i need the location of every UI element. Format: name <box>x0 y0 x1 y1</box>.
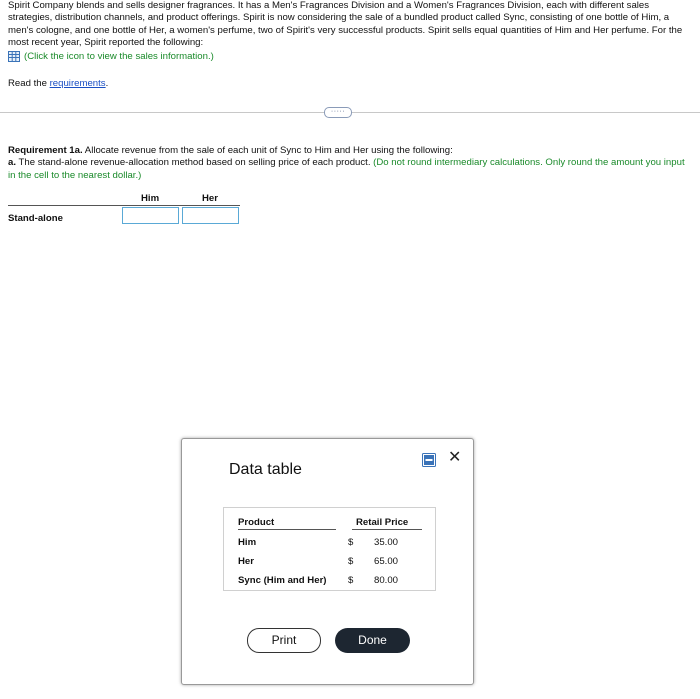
print-button[interactable]: Print <box>247 628 321 653</box>
row-product-sync: Sync (Him and Her) <box>238 575 327 586</box>
col-header-product: Product <box>238 517 275 528</box>
answer-table-header-rule <box>8 205 240 206</box>
part-label: a. <box>8 157 17 169</box>
part-text: The stand-alone revenue-allocation method based on selling price of each product. <box>16 157 374 169</box>
row-product-him: Him <box>238 537 257 548</box>
problem-intro <box>8 0 692 49</box>
price-header-rule <box>352 529 422 530</box>
read-prefix: Read the <box>8 78 50 89</box>
requirements-link[interactable]: requirements <box>49 78 106 89</box>
rounding-note: (Do not round intermediary calculations. Only round the amount you input in the cell to the nearest dollar.) <box>8 157 685 181</box>
sales-info-link-text[interactable]: (Click the icon to view the sales information.) <box>24 51 214 62</box>
retail-price-table <box>223 507 436 591</box>
him-stand-alone-input[interactable] <box>122 207 179 224</box>
row-label-stand-alone: Stand-alone <box>8 213 63 224</box>
close-icon[interactable]: ✕ <box>448 449 462 466</box>
her-stand-alone-input[interactable] <box>182 207 239 224</box>
expand-more-button[interactable]: ····· <box>324 107 352 118</box>
row-currency-sync: $ <box>348 575 354 586</box>
data-table-dialog <box>181 438 474 685</box>
row-product-her: Her <box>238 556 254 567</box>
row-price-her: 65.00 <box>374 556 399 567</box>
col-header-retail-price: Retail Price <box>356 517 409 528</box>
col-header-him: Him <box>141 193 160 204</box>
row-currency-him: $ <box>348 537 354 548</box>
done-button[interactable]: Done <box>335 628 410 653</box>
requirement-block <box>8 145 692 182</box>
sales-info-link[interactable] <box>8 51 214 62</box>
data-table-icon[interactable] <box>8 51 20 62</box>
row-price-him: 35.00 <box>374 537 399 548</box>
dialog-title: Data table <box>229 461 302 478</box>
row-price-sync: 80.00 <box>374 575 399 586</box>
requirement-title-rest: Allocate revenue from the sale of each unit of Sync to Him and Her using the following: <box>82 145 453 156</box>
read-requirements <box>8 78 108 89</box>
requirement-title: Requirement 1a. <box>8 145 83 156</box>
intro-paragraph: Spirit Company blends and sells designer fragrances. It has a Men's Fragrances Division and a Women's Fragrances Division, each with different sales strategies, distribution channels, and product offerings. Spirit is now considering the sale of a bundled product called Sync, consisting of one bottle of Him, a men's cologne, and one bottle of Her, a women's perfume, two of Spirit's very successful products. Spirit sells equal quantities of Him and Her perfume. For the most recent year, Spirit reported the following: <box>8 0 683 48</box>
row-currency-her: $ <box>348 556 354 567</box>
minimize-icon[interactable] <box>422 453 436 467</box>
product-header-rule <box>238 529 336 530</box>
col-header-her: Her <box>202 193 218 204</box>
read-suffix: . <box>105 78 109 89</box>
